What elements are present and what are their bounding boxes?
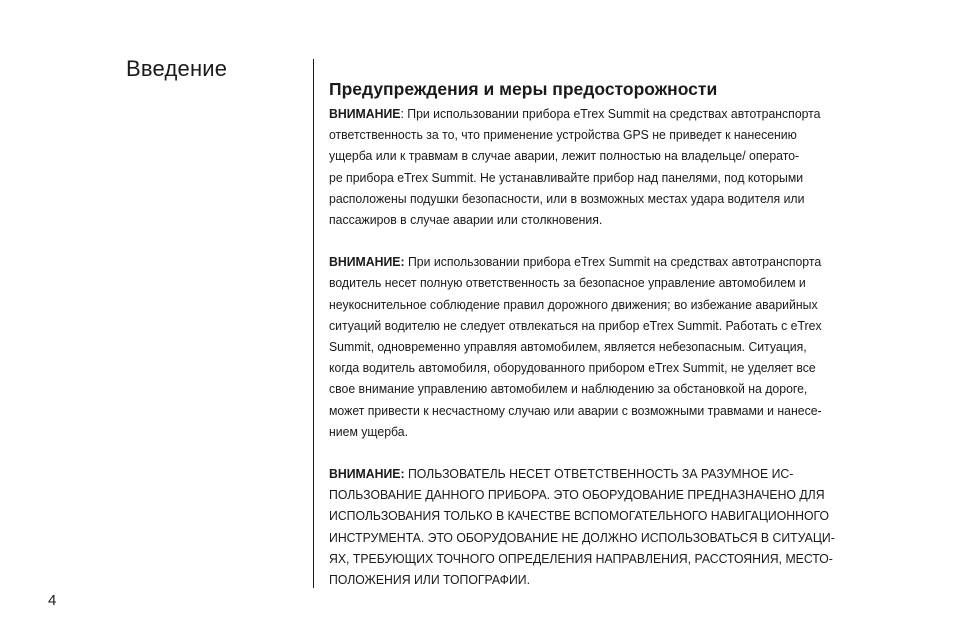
paragraph-line: неукоснительное соблюдение правил дорожного движения; во избежание аварийных [329, 296, 818, 312]
paragraph-line: ВНИМАНИЕ: При использовании прибора eTrex Summit на средствах автотранспорта [329, 106, 821, 121]
paragraph-line: ВНИМАНИЕ: При использовании прибора eTrex Summit на средствах автотранспорта [329, 254, 822, 270]
page-heading: Предупреждения и меры предосторожности [329, 79, 718, 99]
page-number: 4 [48, 592, 57, 609]
paragraph-line: пассажиров в случае аварии или столкновения. [329, 212, 603, 228]
paragraph-line: ре прибора eTrex Summit. Не устанавливайте прибор над панелями, под которыми [329, 169, 804, 185]
column-divider [313, 59, 314, 588]
warning-label: ВНИМАНИЕ: [329, 466, 405, 482]
warning-label: ВНИМАНИЕ [329, 106, 401, 121]
paragraph-line: ИНСТРУМЕНТА. ЭТО ОБОРУДОВАНИЕ НЕ ДОЛЖНО ИСПОЛЬЗОВАТЬСЯ В СИТУАЦИ- [329, 529, 835, 545]
paragraph-line: нием ущерба. [329, 423, 408, 439]
paragraph-line: ВНИМАНИЕ: ПОЛЬЗОВАТЕЛЬ НЕСЕТ ОТВЕТСТВЕННОСТЬ ЗА РАЗУМНОЕ ИС- [329, 466, 794, 482]
paragraph-line: ЯХ, ТРЕБУЮЩИХ ТОЧНОГО ОПРЕДЕЛЕНИЯ НАПРАВЛЕНИЯ, РАССТОЯНИЯ, МЕСТО- [329, 550, 833, 566]
paragraph-line: ПОЛОЖЕНИЯ ИЛИ ТОПОГРАФИИ. [329, 572, 531, 588]
warning-paragraph-2 [329, 251, 887, 442]
paragraph-line: ситуаций водителю не следует отвлекаться на прибор eTrex Summit. Работать с eTrex [329, 317, 822, 333]
paragraph-line: ответственность за то, что применение устройства GPS не приведет к нанесению [329, 127, 797, 143]
paragraph-line: свое внимание управлению автомобилем и наблюдению за обстановкой на дороге, [329, 381, 808, 397]
paragraph-line: водитель несет полную ответственность за безопасное управление автомобилем и [329, 275, 806, 291]
paragraph-line: когда водитель автомобиля, оборудованного прибором eTrex Summit, не уделяет все [329, 360, 816, 376]
main-content [329, 78, 889, 590]
section-title: Введение [126, 56, 228, 81]
paragraph-line: ущерба или к травмам в случае аварии, лежит полностью на владельце/ операто- [329, 148, 800, 164]
paragraph-line: ИСПОЛЬЗОВАНИЯ ТОЛЬКО В КАЧЕСТВЕ ВСПОМОГАТЕЛЬНОГО НАВИГАЦИОННОГО [329, 508, 830, 524]
paragraph-line: может привести к несчастному случаю или аварии с возможными травмами и нанесе- [329, 402, 822, 418]
warning-label: ВНИМАНИЕ: [329, 254, 405, 270]
warning-paragraph-1 [329, 103, 887, 230]
paragraph-line: расположены подушки безопасности, или в возможных местах удара водителя или [329, 190, 805, 206]
paragraph-line: ПОЛЬЗОВАНИЕ ДАННОГО ПРИБОРА. ЭТО ОБОРУДОВАНИЕ ПРЕДНАЗНАЧЕНО ДЛЯ [329, 487, 825, 503]
paragraph-line: Summit, одновременно управляя автомобилем, является небезопасным. Ситуация, [329, 339, 807, 355]
warning-paragraph-3 [329, 463, 887, 590]
